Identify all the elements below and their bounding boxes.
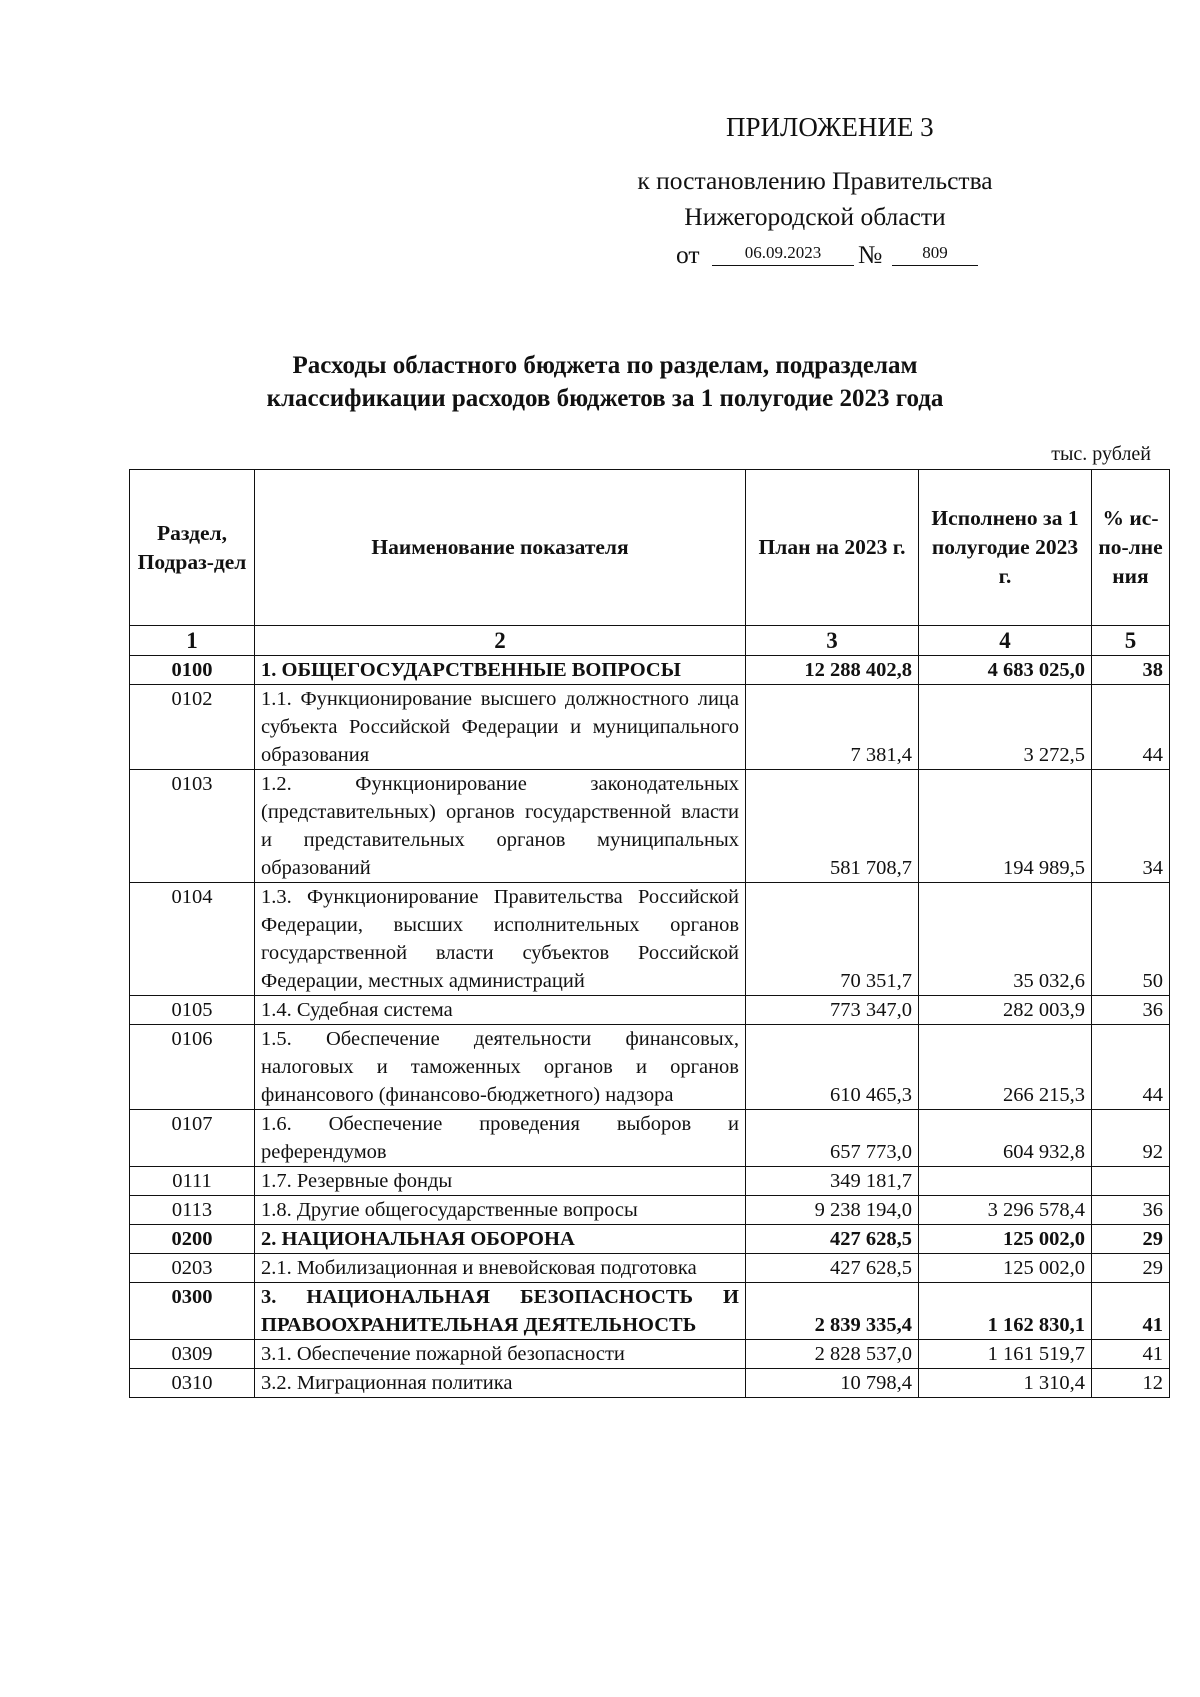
table-row bbox=[130, 1254, 1170, 1283]
row-code: 0111 bbox=[130, 1167, 255, 1196]
row-plan: 581 708,7 bbox=[746, 770, 919, 883]
row-name: 3.2. Миграционная политика bbox=[255, 1369, 746, 1398]
title-line-1: Расходы областного бюджета по разделам, подразделам bbox=[292, 352, 918, 379]
row-percent bbox=[1092, 1167, 1170, 1196]
row-percent: 50 bbox=[1092, 883, 1170, 996]
decree-date: 06.09.2023 bbox=[712, 241, 854, 266]
row-executed: 604 932,8 bbox=[919, 1110, 1092, 1167]
row-code: 0103 bbox=[130, 770, 255, 883]
header-executed: Исполнено за 1 полугодие 2023 г. bbox=[919, 470, 1092, 626]
decree-number: 809 bbox=[892, 241, 978, 266]
row-code: 0113 bbox=[130, 1196, 255, 1225]
row-executed: 1 310,4 bbox=[919, 1369, 1092, 1398]
row-name: 1.3. Функционирование Правительства Российской Федерации, высших исполнительных органов государственной власти субъектов Российской Федерации, местных администраций bbox=[255, 883, 746, 996]
table-row bbox=[130, 770, 1170, 883]
header-percent: % ис-по-лне ния bbox=[1092, 470, 1170, 626]
row-percent: 92 bbox=[1092, 1110, 1170, 1167]
table-row bbox=[130, 1167, 1170, 1196]
column-number-row bbox=[130, 626, 1170, 656]
row-code: 0310 bbox=[130, 1369, 255, 1398]
row-executed: 125 002,0 bbox=[919, 1225, 1092, 1254]
row-name: 1.1. Функционирование высшего должностного лица субъекта Российской Федерации и муниципального образования bbox=[255, 685, 746, 770]
table-row bbox=[130, 883, 1170, 996]
date-prefix: от bbox=[676, 240, 700, 269]
units-label: тыс. рублей bbox=[1051, 443, 1151, 465]
row-code: 0105 bbox=[130, 996, 255, 1025]
column-number: 1 bbox=[130, 626, 255, 656]
row-code: 0104 bbox=[130, 883, 255, 996]
row-percent: 38 bbox=[1092, 656, 1170, 685]
row-code: 0203 bbox=[130, 1254, 255, 1283]
row-code: 0106 bbox=[130, 1025, 255, 1110]
table-row bbox=[130, 656, 1170, 685]
header-plan: План на 2023 г. bbox=[746, 470, 919, 626]
row-plan: 2 828 537,0 bbox=[746, 1340, 919, 1369]
row-plan: 349 181,7 bbox=[746, 1167, 919, 1196]
row-name: 2. НАЦИОНАЛЬНАЯ ОБОРОНА bbox=[255, 1225, 746, 1254]
column-number: 4 bbox=[919, 626, 1092, 656]
row-plan: 427 628,5 bbox=[746, 1254, 919, 1283]
row-percent: 29 bbox=[1092, 1225, 1170, 1254]
table-row bbox=[130, 1283, 1170, 1340]
header-code: Раздел, Подраз-дел bbox=[130, 470, 255, 626]
appendix-label: ПРИЛОЖЕНИЕ 3 bbox=[726, 112, 934, 142]
row-executed: 266 215,3 bbox=[919, 1025, 1092, 1110]
header-name: Наименование показателя bbox=[255, 470, 746, 626]
row-executed bbox=[919, 1167, 1092, 1196]
row-executed: 1 162 830,1 bbox=[919, 1283, 1092, 1340]
row-code: 0102 bbox=[130, 685, 255, 770]
row-percent: 44 bbox=[1092, 1025, 1170, 1110]
row-percent: 36 bbox=[1092, 1196, 1170, 1225]
row-name: 1.2. Функционирование законодательных (представительных) органов государственной власти и представительных органов муниципальных образований bbox=[255, 770, 746, 883]
row-name: 1. ОБЩЕГОСУДАРСТВЕННЫЕ ВОПРОСЫ bbox=[255, 656, 746, 685]
row-executed: 3 296 578,4 bbox=[919, 1196, 1092, 1225]
row-executed: 1 161 519,7 bbox=[919, 1340, 1092, 1369]
decree-line-1: к постановлению Правительства bbox=[637, 166, 993, 195]
row-plan: 9 238 194,0 bbox=[746, 1196, 919, 1225]
row-percent: 41 bbox=[1092, 1283, 1170, 1340]
row-plan: 610 465,3 bbox=[746, 1025, 919, 1110]
row-plan: 773 347,0 bbox=[746, 996, 919, 1025]
row-percent: 12 bbox=[1092, 1369, 1170, 1398]
row-plan: 7 381,4 bbox=[746, 685, 919, 770]
row-plan: 12 288 402,8 bbox=[746, 656, 919, 685]
row-plan: 70 351,7 bbox=[746, 883, 919, 996]
table-row bbox=[130, 1025, 1170, 1110]
table-row bbox=[130, 1196, 1170, 1225]
row-executed: 125 002,0 bbox=[919, 1254, 1092, 1283]
row-name: 3.1. Обеспечение пожарной безопасности bbox=[255, 1340, 746, 1369]
title-line-2: классификации расходов бюджетов за 1 полугодие 2023 года bbox=[266, 385, 944, 412]
decree-date-number bbox=[590, 235, 1040, 275]
row-code: 0107 bbox=[130, 1110, 255, 1167]
row-plan: 427 628,5 bbox=[746, 1225, 919, 1254]
row-executed: 3 272,5 bbox=[919, 685, 1092, 770]
row-name: 1.4. Судебная система bbox=[255, 996, 746, 1025]
row-executed: 194 989,5 bbox=[919, 770, 1092, 883]
row-name: 3. НАЦИОНАЛЬНАЯ БЕЗОПАСНОСТЬ И ПРАВООХРАНИТЕЛЬНАЯ ДЕЯТЕЛЬНОСТЬ bbox=[255, 1283, 746, 1340]
row-name: 1.7. Резервные фонды bbox=[255, 1167, 746, 1196]
budget-table bbox=[129, 469, 1170, 1398]
row-name: 1.6. Обеспечение проведения выборов и референдумов bbox=[255, 1110, 746, 1167]
table-row bbox=[130, 1369, 1170, 1398]
row-name: 1.5. Обеспечение деятельности финансовых, налоговых и таможенных органов и органов финансового (финансово-бюджетного) надзора bbox=[255, 1025, 746, 1110]
decree-reference bbox=[590, 163, 1040, 275]
table-row bbox=[130, 996, 1170, 1025]
row-plan: 2 839 335,4 bbox=[746, 1283, 919, 1340]
row-code: 0200 bbox=[130, 1225, 255, 1254]
column-number: 3 bbox=[746, 626, 919, 656]
column-number: 5 bbox=[1092, 626, 1170, 656]
table-header-row bbox=[130, 470, 1170, 626]
row-percent: 34 bbox=[1092, 770, 1170, 883]
row-plan: 10 798,4 bbox=[746, 1369, 919, 1398]
row-executed: 35 032,6 bbox=[919, 883, 1092, 996]
document-title bbox=[180, 349, 1030, 415]
table-row bbox=[130, 1110, 1170, 1167]
row-percent: 44 bbox=[1092, 685, 1170, 770]
row-executed: 282 003,9 bbox=[919, 996, 1092, 1025]
row-name: 2.1. Мобилизационная и вневойсковая подготовка bbox=[255, 1254, 746, 1283]
row-plan: 657 773,0 bbox=[746, 1110, 919, 1167]
row-code: 0300 bbox=[130, 1283, 255, 1340]
table-row bbox=[130, 1340, 1170, 1369]
row-name: 1.8. Другие общегосударственные вопросы bbox=[255, 1196, 746, 1225]
row-percent: 36 bbox=[1092, 996, 1170, 1025]
table-row bbox=[130, 685, 1170, 770]
row-code: 0100 bbox=[130, 656, 255, 685]
row-percent: 41 bbox=[1092, 1340, 1170, 1369]
column-number: 2 bbox=[255, 626, 746, 656]
decree-line-2: Нижегородской области bbox=[684, 202, 946, 231]
row-percent: 29 bbox=[1092, 1254, 1170, 1283]
table-row bbox=[130, 1225, 1170, 1254]
row-code: 0309 bbox=[130, 1340, 255, 1369]
row-executed: 4 683 025,0 bbox=[919, 656, 1092, 685]
number-sign: № bbox=[858, 240, 883, 269]
